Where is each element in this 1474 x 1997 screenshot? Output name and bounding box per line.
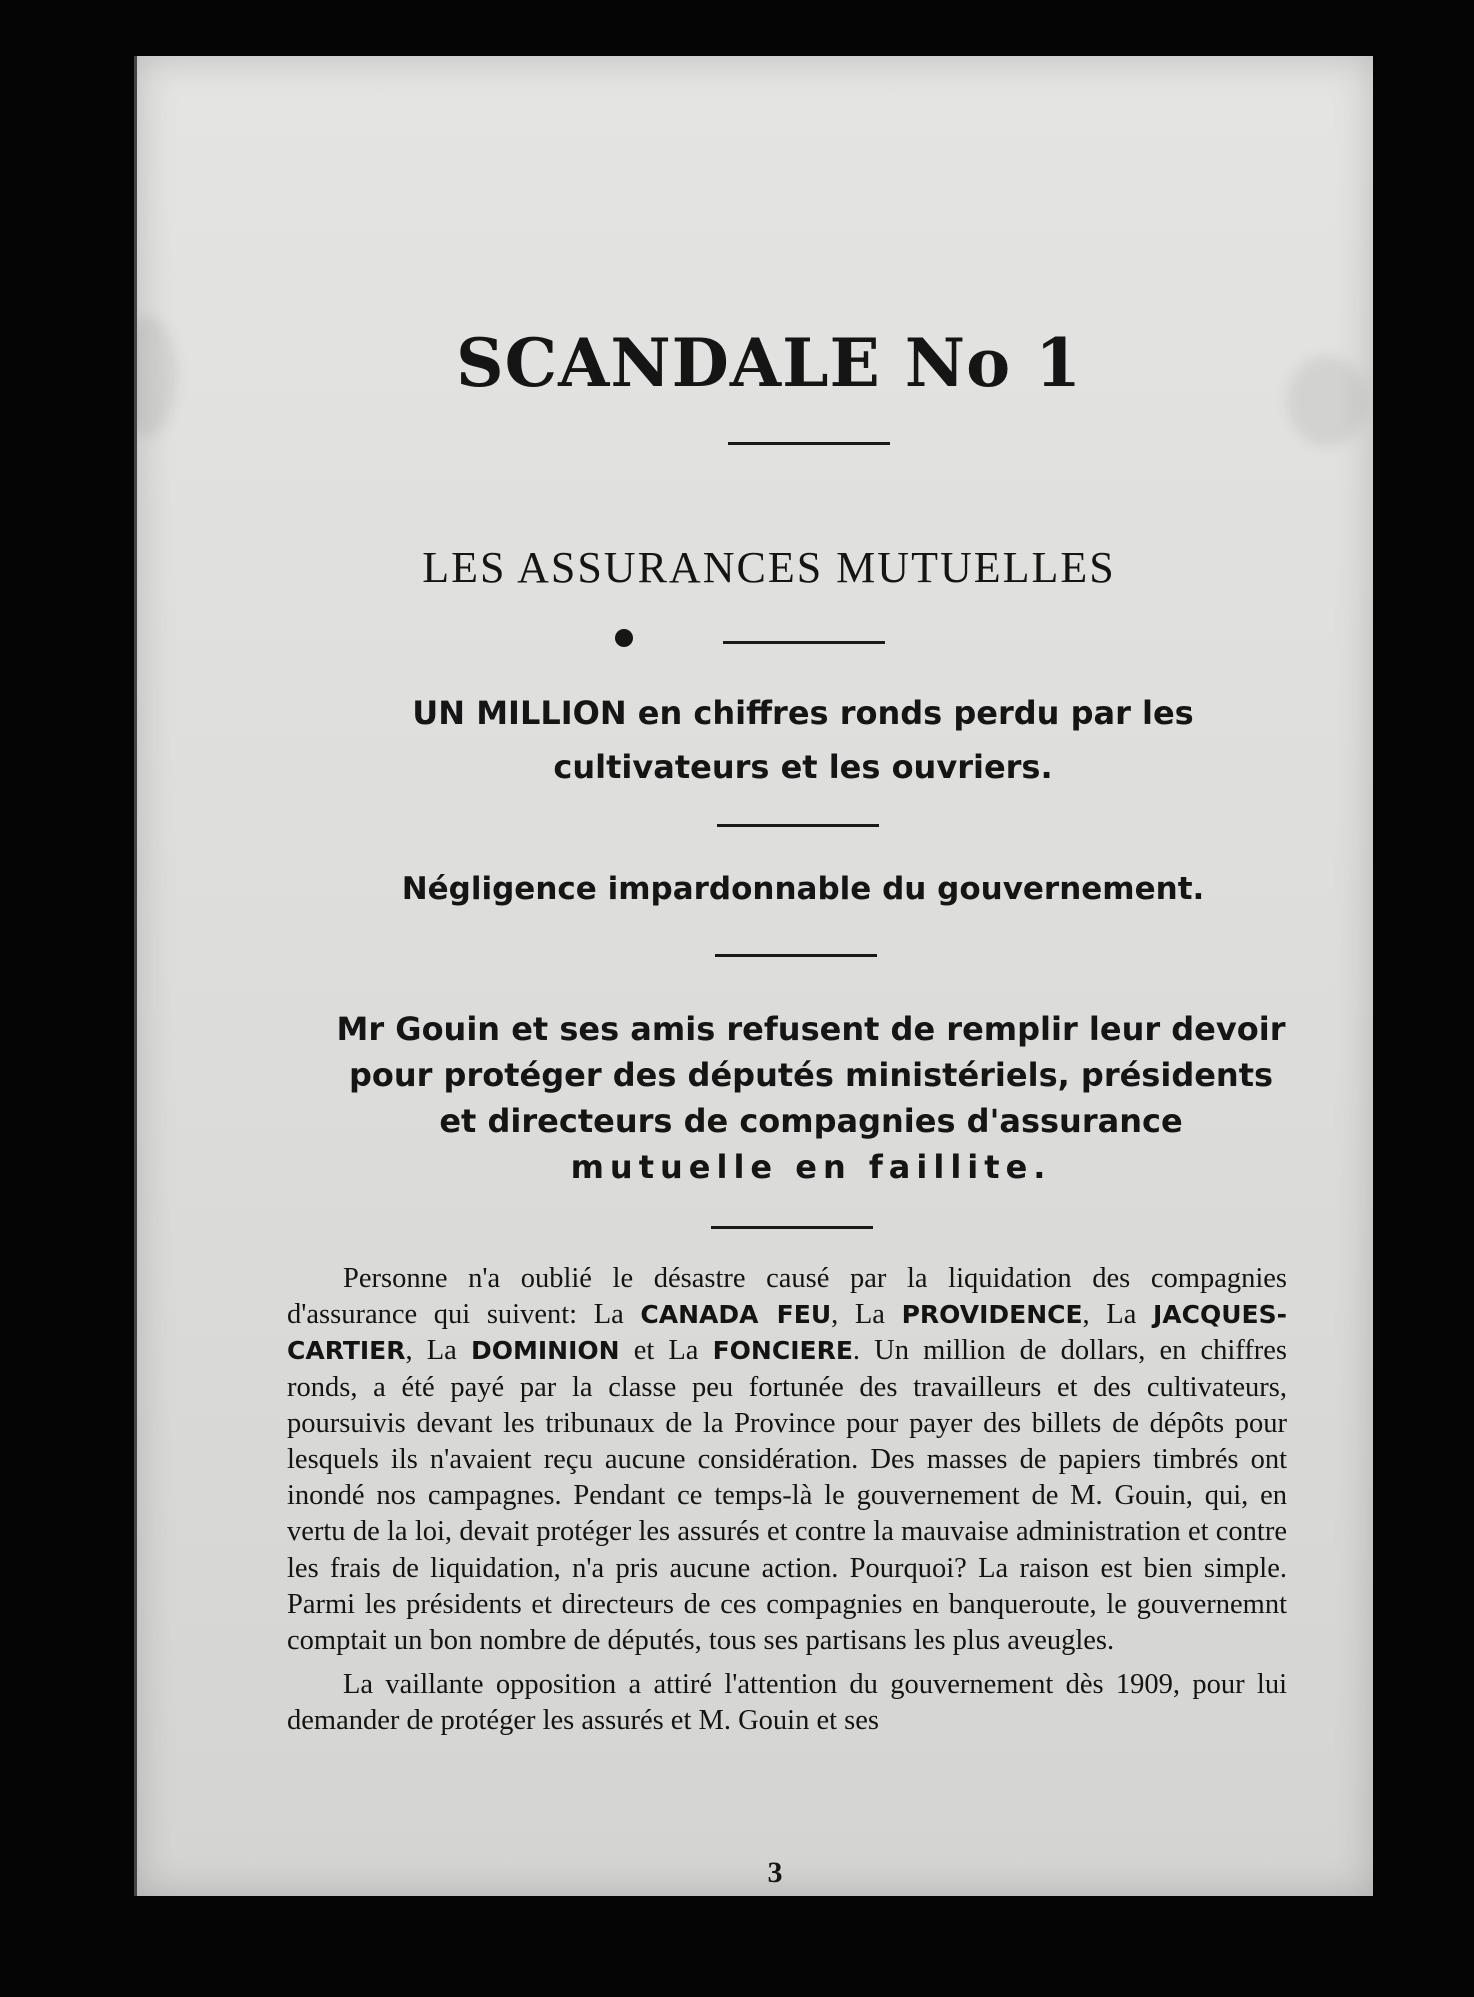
headline-line: UN MILLION en chiffres ronds perdu par les: [412, 694, 1194, 732]
headline-line: pour protéger des députés ministériels, présidents: [348, 1056, 1274, 1094]
headline-line: Mr Gouin et ses amis refusent de remplir leur devoir: [336, 1010, 1286, 1048]
divider: [723, 641, 885, 644]
headline-line: cultivateurs et les ouvriers.: [553, 748, 1053, 786]
text-run: , La: [831, 1299, 902, 1331]
text-run: Personne n'a oublié le désastre causé par la liquidation des compagnies d'assurance qui suivent: La: [287, 1263, 1287, 1331]
headline-million: [185, 686, 1373, 794]
divider: [715, 954, 877, 957]
company-name: PROVIDENCE: [901, 1300, 1083, 1330]
text-run: et La: [619, 1335, 713, 1367]
divider: [728, 442, 890, 445]
page-number: 3: [767, 1856, 783, 1889]
page-subtitle: LES ASSURANCES MUTUELLES: [422, 543, 1116, 592]
company-name: JACQUES-CARTIER: [287, 1300, 1287, 1366]
paragraph: [287, 1261, 1287, 1659]
headline-gouin: [193, 1006, 1373, 1190]
headline-negligence: Négligence impardonnable du gouvernement.: [401, 871, 1205, 907]
paragraph: La vaillante opposition a attiré l'attention du gouvernement dès 1909, pour lui demander de protéger les assurés et M. Gouin et ses: [287, 1669, 1287, 1737]
document-page: [134, 56, 1373, 1896]
page-title: SCANDALE No 1: [455, 324, 1083, 402]
text-run: . Un million de dollars, en chiffres ronds, a été payé par la classe peu fortunée des travailleurs et des cultivateurs, poursuivis devant les tribunaux de la Province pour payer des billets de dépôts pour lesquels ils n'avaient reçu aucune considération. Des masses de papiers timbrés ont inondé nos campagnes. Pendant ce temps-là le gouvernement de M. Gouin, qui, en vertu de la loi, devait protéger les assurés et contre la mauvaise administration et contre les frais de liquidation, n'a pris aucune action. Pourquoi? La raison est bien simple. Parmi les présidents et directeurs de ces compagnies en banqueroute, le gouvernemnt comptait un bon nombre de députés, tous ses partisans les plus aveugles.: [287, 1335, 1287, 1657]
divider: [711, 1226, 873, 1229]
divider: [717, 824, 879, 827]
company-name: CANADA FEU: [640, 1300, 832, 1330]
bullet-mark: [615, 629, 633, 647]
text-run: , La: [405, 1335, 471, 1367]
company-name: DOMINION: [470, 1336, 620, 1366]
headline-line: mutuelle en faillite.: [570, 1148, 1052, 1186]
text-run: , La: [1082, 1299, 1153, 1331]
body-text: [287, 1261, 1287, 1740]
company-name: FONCIERE: [712, 1336, 853, 1366]
headline-line: et directeurs de compagnies d'assurance: [439, 1102, 1183, 1140]
